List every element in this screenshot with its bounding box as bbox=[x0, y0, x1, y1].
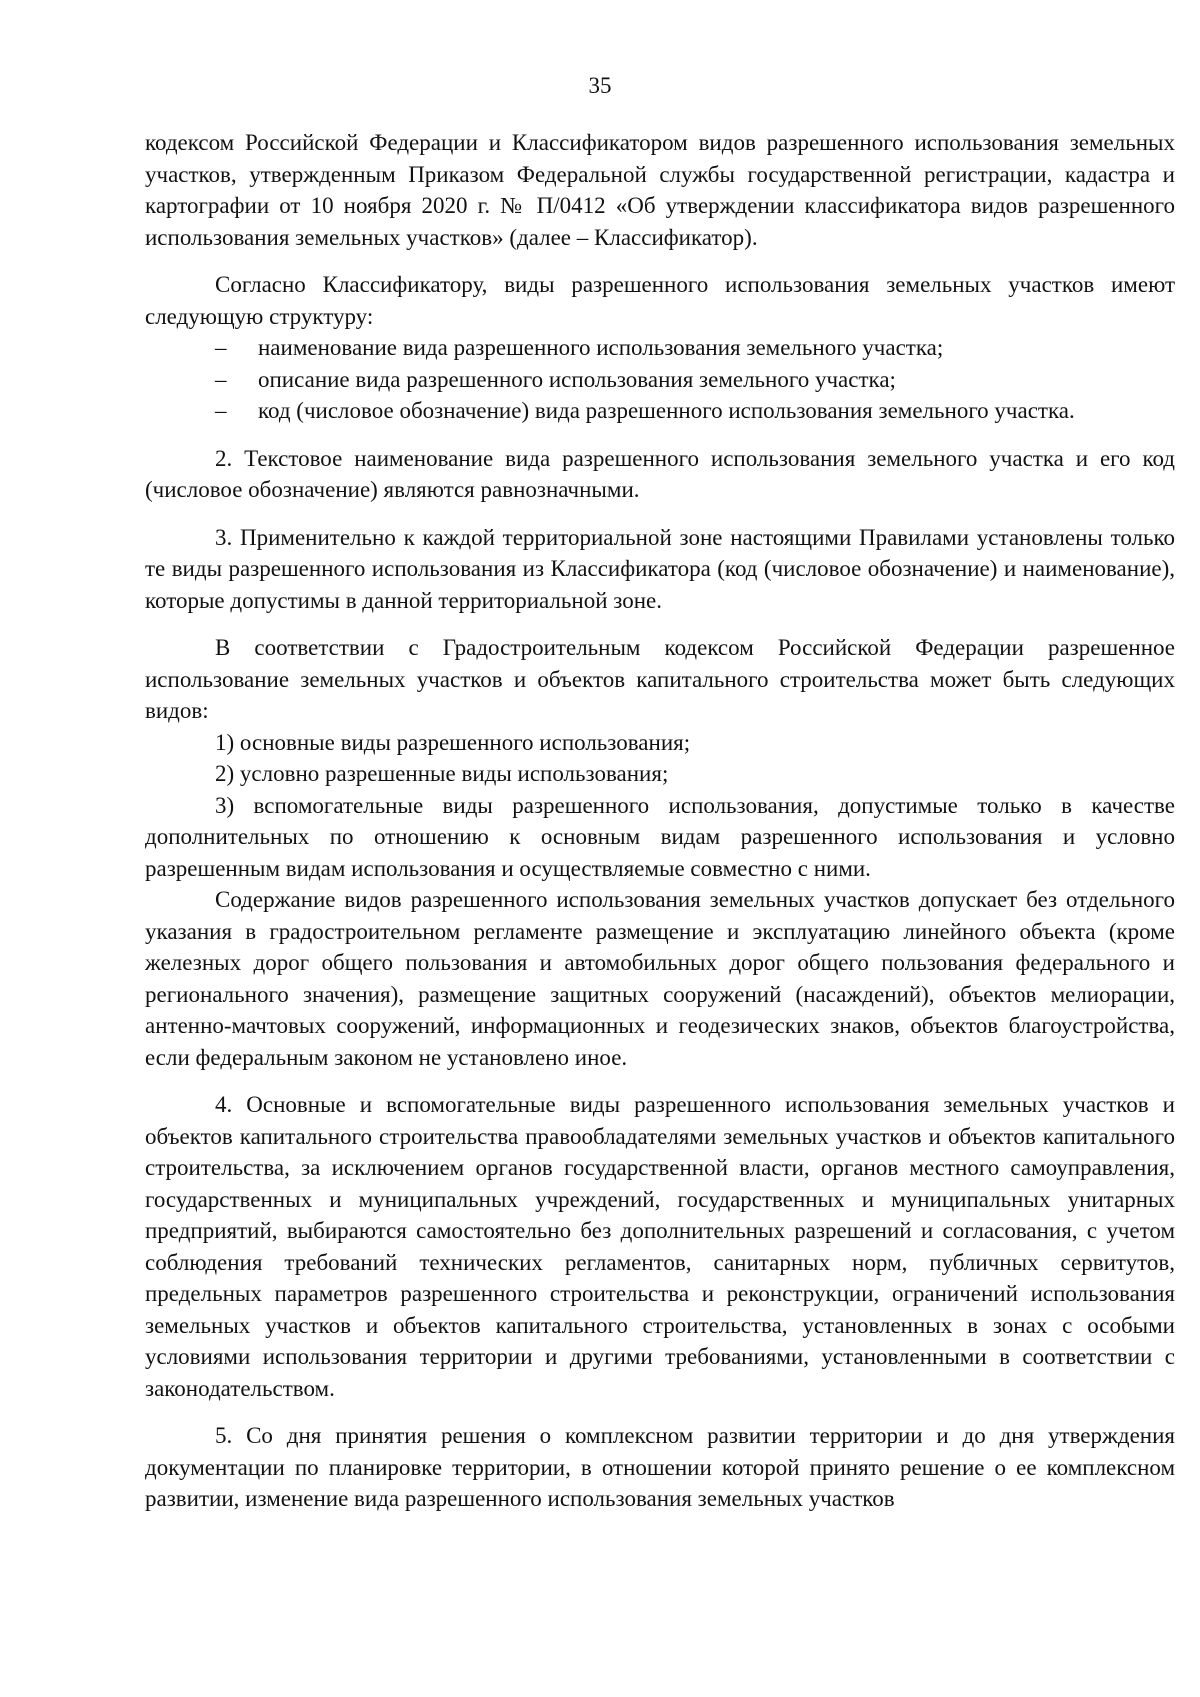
dash-marker: – bbox=[215, 335, 227, 360]
list-item bbox=[145, 332, 1175, 364]
paragraph-4: 4. Основные и вспомогательные виды разрешенного использования земельных участков и объектов капитального строительства правообладателями земельных участков и объектов капитального строительства, за исключением органов государственной власти, органов местного самоуправления, государственных и муниципальных учреждений, государственных и муниципальных унитарных предприятий, выбираются самостоятельно без дополнительных разрешений и согласования, с учетом соблюдения требований технических регламентов, санитарных норм, публичных сервитутов, предельных параметров разрешенного строительства и реконструкции, ограничений использования земельных участков и объектов капитального строительства, установленных в зонах с особыми условиями использования территории и другими требованиями, установленными в соответствии с законодательством. bbox=[145, 1092, 1175, 1401]
list-item bbox=[145, 364, 1175, 396]
list-item-text: описание вида разрешенного использования земельного участка; bbox=[258, 366, 896, 392]
paragraph-main-types: 1) основные виды разрешенного использования; bbox=[215, 729, 691, 755]
list-item-text: код (числовое обозначение) вида разрешенного использования земельного участка. bbox=[258, 398, 1075, 423]
paragraph-linear-objects: Содержание видов разрешенного использования земельных участков допускает без отдельного указания в градостроительном регламенте размещение и эксплуатацию линейного объекта (кроме железных дорог общего пользования и автомобильных дорог общего пользования федерального и регионального значения), размещение защитных сооружений (насаждений), объектов мелиорации, антенно-мачтовых сооружений, информационных и геодезических знаков, объектов благоустройства, если федеральным законом не установлено иное. bbox=[145, 887, 1175, 1070]
paragraph-permitted-use-types: В соответствии с Градостроительным кодексом Российской Федерации разрешенное использование земельных участков и объектов капитального строительства может быть следующих видов: bbox=[145, 635, 1175, 723]
page-number: 35 bbox=[588, 73, 612, 98]
document-body bbox=[145, 127, 1175, 1515]
paragraph-auxiliary-types: 3) вспомогательные виды разрешенного использования, допустимые только в качестве дополнительных по отношению к основным видам разрешенного использования и условно разрешенным видам использования и осуществляемые совместно с ними. bbox=[145, 792, 1175, 881]
structure-list bbox=[145, 332, 1175, 427]
dash-marker: – bbox=[215, 366, 227, 392]
dash-marker: – bbox=[215, 398, 227, 423]
paragraph-5: 5. Со дня принятия решения о комплексном развитии территории и до дня утверждения документации по планировке территории, в отношении которой принято решение о ее комплексном развитии, изменение вида разрешенного использования земельных участков bbox=[145, 1423, 1175, 1511]
paragraph-conditional-types: 2) условно разрешенные виды использования; bbox=[215, 761, 669, 786]
list-item bbox=[145, 395, 1175, 427]
paragraph-2: 2. Текстовое наименование вида разрешенного использования земельного участка и его код (числовое обозначение) являются равнозначными. bbox=[145, 445, 1175, 502]
list-item-text: наименование вида разрешенного использования земельного участка; bbox=[258, 335, 944, 360]
paragraph-classifier-intro: кодексом Российской Федерации и Классификатором видов разрешенного использования земельных участков, утвержденным Приказом Федеральной службы государственной регистрации, кадастра и картографии от 10 ноября 2020 г. № П/0412 «Об утверждении классификатора видов разрешенного использования земельных участков» (далее – Классификатор). bbox=[145, 130, 1175, 250]
paragraph-structure: Согласно Классификатору, виды разрешенного использования земельных участков имеют следующую структуру: bbox=[145, 272, 1175, 329]
paragraph-3: 3. Применительно к каждой территориальной зоне настоящими Правилами установлены только те виды разрешенного использования из Классификатора (код (числовое обозначение) и наименование), которые допустимы в данной территориальной зоне. bbox=[145, 524, 1175, 613]
